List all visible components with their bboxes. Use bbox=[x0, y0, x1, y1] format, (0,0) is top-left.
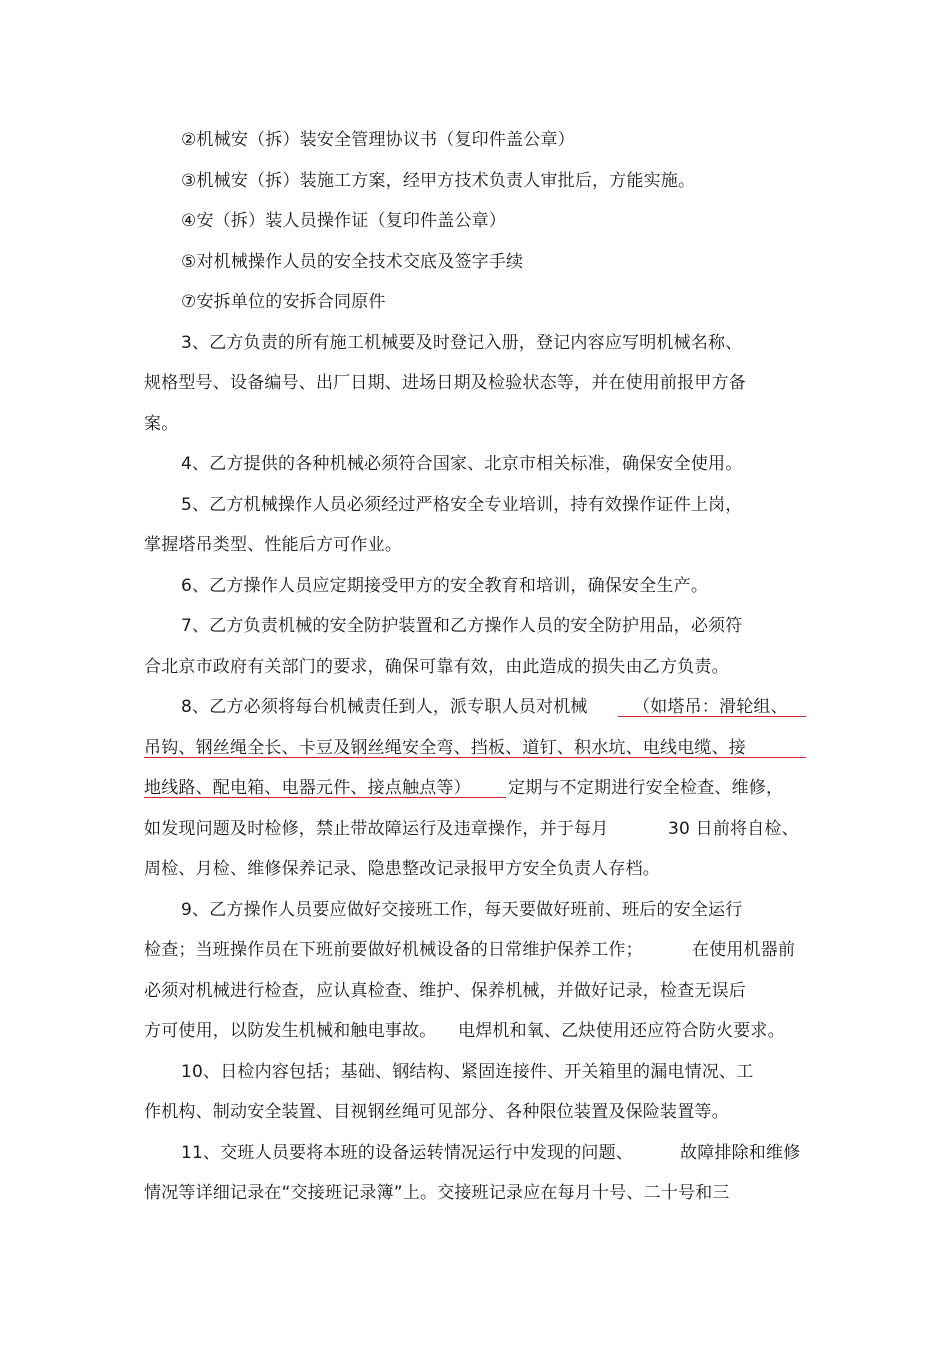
paragraph-line: 如发现问题及时检修，禁止带故障运行及违章操作，并于每月 bbox=[144, 819, 609, 839]
paragraph-line: 作机构、制动安全装置、目视钢丝绳可见部分、各种限位装置及保险装置等。 bbox=[144, 1102, 729, 1122]
paragraph-line: 3、乙方负责的所有施工机械要及时登记入册，登记内容应写明机械名称、 bbox=[181, 333, 743, 353]
paragraph-line: 30 日前将自检、 bbox=[668, 819, 799, 839]
underlined-text: 地线路、配电箱、电器元件、接点触点等） bbox=[144, 778, 471, 798]
attachment-line: ④安（拆）装人员操作证（复印件盖公章） bbox=[181, 211, 507, 231]
paragraph-line: 掌握塔吊类型、性能后方可作业。 bbox=[144, 535, 402, 555]
attachment-line: ⑤对机械操作人员的安全技术交底及签字手续 bbox=[181, 252, 524, 272]
underlined-text: 吊钩、钢丝绳全长、卡豆及钢丝绳安全弯、挡板、道钉、积水坑、电线电缆、接 bbox=[144, 738, 746, 758]
paragraph-line: 规格型号、设备编号、出厂日期、进场日期及检验状态等，并在使用前报甲方备 bbox=[144, 373, 746, 393]
paragraph-line: 7、乙方负责机械的安全防护装置和乙方操作人员的安全防护用品，必须符 bbox=[181, 616, 743, 636]
paragraph-line: 8、乙方必须将每台机械责任到人，派专职人员对机械 bbox=[181, 697, 588, 717]
attachment-line: ⑦安拆单位的安拆合同原件 bbox=[181, 292, 386, 312]
red-underline bbox=[144, 797, 506, 798]
paragraph-line: 检查；当班操作员在下班前要做好机械设备的日常维护保养工作； bbox=[144, 940, 643, 960]
paragraph-line: 在使用机器前 bbox=[692, 940, 796, 960]
paragraph-line: 4、乙方提供的各种机械必须符合国家、北京市相关标准，确保安全使用。 bbox=[181, 454, 743, 474]
red-underline bbox=[144, 757, 806, 758]
paragraph-line: 11、交班人员要将本班的设备运转情况运行中发现的问题、 bbox=[181, 1143, 634, 1163]
paragraph-line: 周检、月检、维修保养记录、隐患整改记录报甲方安全负责人存档。 bbox=[144, 859, 660, 879]
paragraph-line: 必须对机械进行检查，应认真检查、维护、保养机械，并做好记录，检查无误后 bbox=[144, 981, 746, 1001]
paragraph-line: 10、日检内容包括；基础、钢结构、紧固连接件、开关箱里的漏电情况、工 bbox=[181, 1062, 754, 1082]
attachment-line: ②机械安（拆）装安全管理协议书（复印件盖公章） bbox=[181, 130, 575, 150]
paragraph-line: 5、乙方机械操作人员必须经过严格安全专业培训，持有效操作证件上岗， bbox=[181, 495, 743, 515]
paragraph-line: 6、乙方操作人员应定期接受甲方的安全教育和培训，确保安全生产。 bbox=[181, 576, 709, 596]
paragraph-line: 定期与不定期进行安全检查、维修， bbox=[508, 778, 784, 798]
paragraph-line: 9、乙方操作人员要应做好交接班工作，每天要做好班前、班后的安全运行 bbox=[181, 900, 743, 920]
paragraph-line: 情况等详细记录在“交接班记录簿”上。交接班记录应在每月十号、二十号和三 bbox=[144, 1183, 730, 1203]
paragraph-line: 案。 bbox=[144, 414, 179, 434]
paragraph-line: 电焊机和氧、乙炔使用还应符合防火要求。 bbox=[458, 1021, 785, 1041]
paragraph-line: 方可使用，以防发生机械和触电事故。 bbox=[144, 1021, 437, 1041]
underlined-text: （如塔吊：滑轮组、 bbox=[633, 697, 788, 717]
attachment-line: ③机械安（拆）装施工方案，经甲方技术负责人审批后，方能实施。 bbox=[181, 171, 696, 191]
red-underline bbox=[618, 716, 806, 717]
paragraph-line: 合北京市政府有关部门的要求，确保可靠有效，由此造成的损失由乙方负责。 bbox=[144, 657, 729, 677]
paragraph-line: 故障排除和维修 bbox=[680, 1143, 801, 1163]
